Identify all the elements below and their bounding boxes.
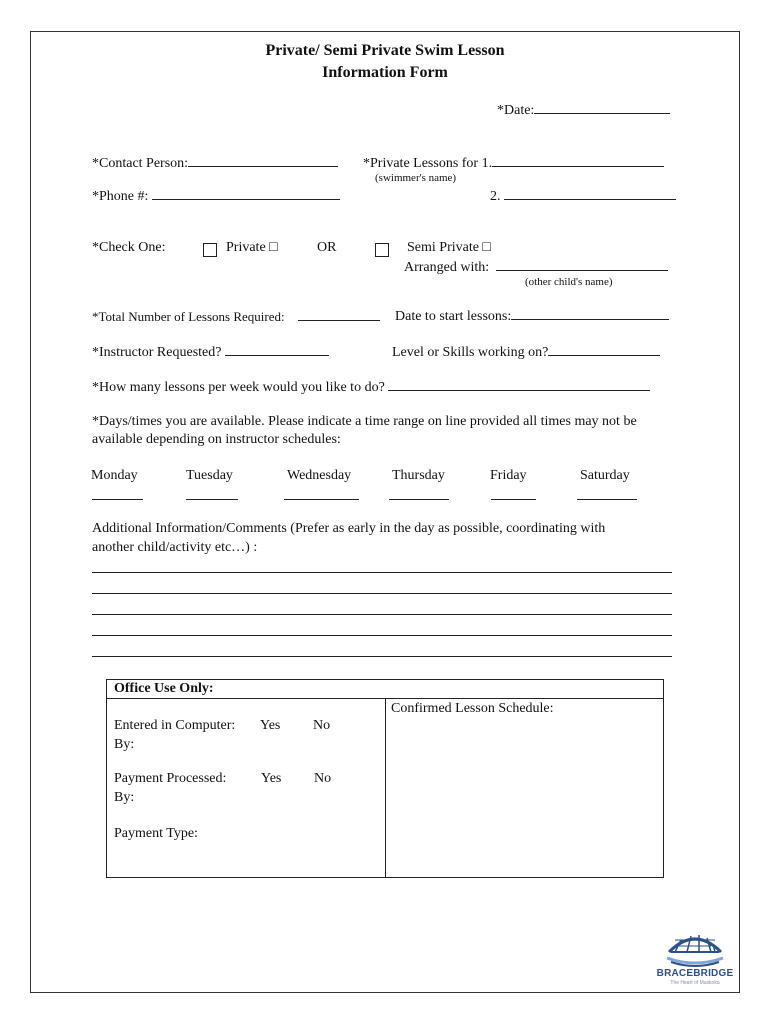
day-tuesday: Tuesday bbox=[186, 468, 233, 483]
per-week-row bbox=[92, 378, 650, 396]
swimmer-2-row bbox=[490, 187, 676, 205]
private-for-label: *Private Lessons for 1. bbox=[363, 156, 493, 171]
date-label: *Date: bbox=[497, 103, 535, 118]
office-use-divider bbox=[385, 699, 386, 878]
per-week-label: *How many lessons per week would you like to do? bbox=[92, 380, 385, 395]
arranged-with-field[interactable] bbox=[496, 258, 668, 271]
comments-line-field[interactable] bbox=[92, 593, 672, 594]
other-child-note: (other child's name) bbox=[525, 276, 613, 288]
logo-tagline: The Heart of Muskoka bbox=[670, 980, 720, 986]
payment-no-option[interactable]: No bbox=[314, 771, 332, 786]
date-row bbox=[497, 101, 670, 119]
office-use-box bbox=[106, 679, 664, 878]
instructor-row bbox=[92, 343, 329, 361]
saturday-time-field[interactable] bbox=[577, 499, 637, 500]
tuesday-time-field[interactable] bbox=[186, 499, 238, 500]
payment-yes-option[interactable]: Yes bbox=[261, 771, 282, 786]
availability-line2: available depending on instructor schedules: bbox=[92, 432, 341, 447]
contact-label: *Contact Person: bbox=[92, 156, 189, 171]
office-use-header bbox=[107, 680, 663, 699]
comments-line2: another child/activity etc…) : bbox=[92, 540, 258, 555]
payment-by-label: By: bbox=[114, 790, 135, 805]
day-wednesday: Wednesday bbox=[287, 468, 352, 483]
total-lessons-label: *Total Number of Lessons Required: bbox=[92, 309, 285, 324]
contact-field[interactable] bbox=[188, 154, 338, 167]
semi-private-checkbox[interactable] bbox=[375, 243, 389, 257]
thursday-time-field[interactable] bbox=[389, 499, 449, 500]
total-lessons-row bbox=[92, 308, 380, 325]
comments-line1: Additional Information/Comments (Prefer as early in the day as possible, coordinating with bbox=[92, 521, 606, 536]
instructor-label: *Instructor Requested? bbox=[92, 345, 222, 360]
contact-row bbox=[92, 154, 338, 172]
private-option-label: Private □ bbox=[226, 240, 278, 255]
swimmer-2-label: 2. bbox=[490, 189, 501, 204]
office-use-heading: Office Use Only: bbox=[114, 681, 214, 696]
instructor-field[interactable] bbox=[225, 343, 329, 356]
confirmed-schedule-label: Confirmed Lesson Schedule: bbox=[391, 701, 554, 716]
private-checkbox[interactable] bbox=[203, 243, 217, 257]
check-one-label: *Check One: bbox=[92, 240, 166, 255]
date-field[interactable] bbox=[534, 101, 670, 114]
day-friday: Friday bbox=[490, 468, 527, 483]
phone-row bbox=[92, 187, 340, 205]
payment-type-label: Payment Type: bbox=[114, 826, 198, 841]
entered-no-option[interactable]: No bbox=[313, 718, 331, 733]
start-date-field[interactable] bbox=[511, 307, 669, 320]
comments-line-field[interactable] bbox=[92, 614, 672, 615]
level-row bbox=[392, 343, 660, 361]
start-date-label: Date to start lessons: bbox=[395, 309, 512, 324]
semi-private-option-label: Semi Private □ bbox=[407, 240, 491, 255]
or-label: OR bbox=[317, 240, 337, 255]
per-week-field[interactable] bbox=[388, 378, 650, 391]
comments-line-field[interactable] bbox=[92, 656, 672, 657]
total-lessons-field[interactable] bbox=[298, 308, 380, 321]
comments-line-field[interactable] bbox=[92, 572, 672, 573]
day-thursday: Thursday bbox=[392, 468, 445, 483]
day-saturday: Saturday bbox=[580, 468, 630, 483]
phone-field[interactable] bbox=[152, 187, 340, 200]
private-for-row bbox=[363, 154, 664, 172]
form-title-line2: Information Form bbox=[322, 64, 448, 81]
entered-in-computer-label: Entered in Computer: bbox=[114, 718, 236, 733]
phone-label: *Phone #: bbox=[92, 189, 149, 204]
swimmer-1-field[interactable] bbox=[492, 154, 664, 167]
bracebridge-logo bbox=[655, 928, 735, 988]
payment-processed-label: Payment Processed: bbox=[114, 771, 227, 786]
level-field[interactable] bbox=[548, 343, 660, 356]
comments-line-field[interactable] bbox=[92, 635, 672, 636]
day-monday: Monday bbox=[91, 468, 138, 483]
arranged-with-label: Arranged with: bbox=[404, 260, 490, 275]
wednesday-time-field[interactable] bbox=[284, 499, 359, 500]
start-date-row bbox=[395, 307, 669, 325]
swimmer-2-field[interactable] bbox=[504, 187, 676, 200]
logo-wordmark: BRACEBRIDGE bbox=[656, 968, 734, 979]
availability-line1: *Days/times you are available. Please indicate a time range on line provided all times may not be bbox=[92, 414, 637, 429]
entered-by-label: By: bbox=[114, 737, 135, 752]
friday-time-field[interactable] bbox=[491, 499, 536, 500]
entered-yes-option[interactable]: Yes bbox=[260, 718, 281, 733]
arranged-with-row bbox=[404, 258, 668, 276]
level-label: Level or Skills working on? bbox=[392, 345, 549, 360]
form-title-line1: Private/ Semi Private Swim Lesson bbox=[265, 42, 505, 59]
bridge-icon bbox=[655, 928, 735, 988]
monday-time-field[interactable] bbox=[92, 499, 143, 500]
swimmer-name-note: (swimmer's name) bbox=[375, 172, 457, 184]
